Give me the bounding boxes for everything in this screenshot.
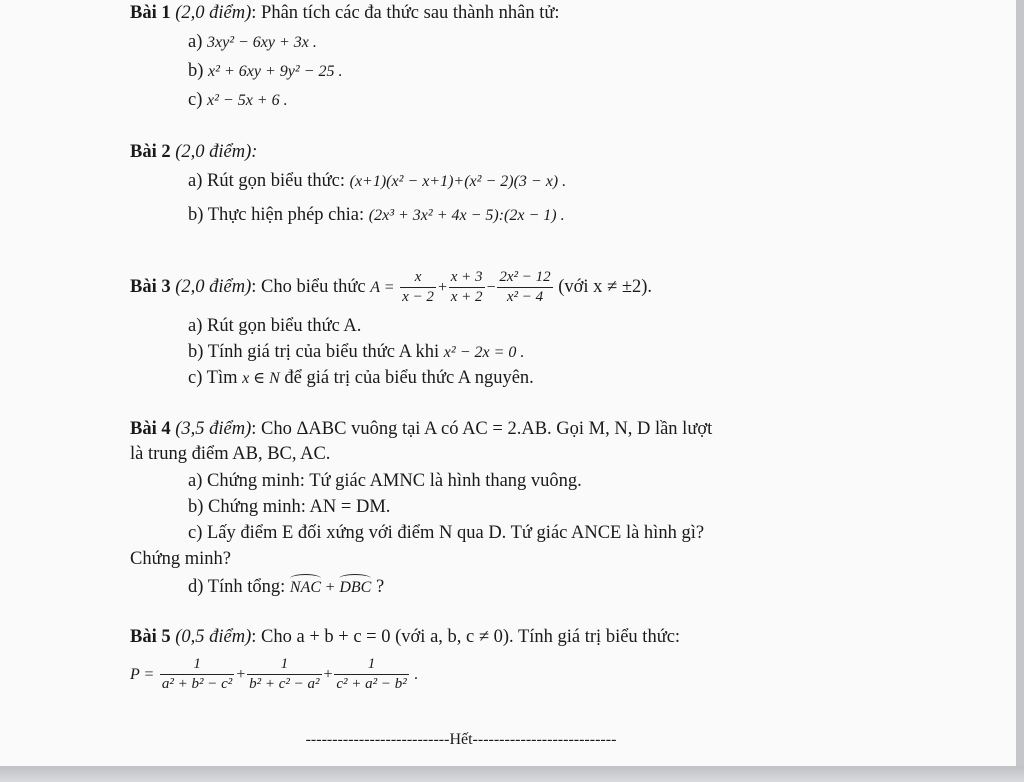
exercise-2-points: (2,0 điểm): [175, 142, 258, 162]
exercise-1-points: (2,0 điểm) [175, 3, 252, 23]
exercise-4-line2: là trung điểm AB, BC, AC. [130, 444, 331, 464]
exercise-4d-text: d) Tính tổng: [188, 577, 286, 597]
exercise-1b [188, 60, 342, 83]
angle-nac: NAC [290, 577, 321, 599]
exercise-1-title: Bài 1 [130, 3, 171, 23]
exercise-2b-text: b) Thực hiện phép chia: [188, 205, 365, 225]
exercise-2a [188, 170, 566, 193]
exercise-3a: a) Rút gọn biểu thức A. [188, 316, 362, 336]
exercise-1c-label: c) [188, 90, 203, 110]
expr-end-period: . [414, 666, 419, 683]
expr-A-lhs: A = [370, 279, 395, 296]
exercise-1a [188, 31, 317, 54]
fraction-2-num: x + 3 [449, 268, 485, 288]
fraction-2-den: x + 2 [450, 289, 483, 306]
exercise-4-title: Bài 4 [130, 419, 171, 439]
angle-dbc: DBC [339, 577, 371, 599]
fraction-1-den: x − 2 [402, 289, 434, 306]
fraction-1-num: x [400, 268, 436, 288]
p-fraction-1 [160, 655, 234, 694]
exercise-1b-label: b) [188, 61, 204, 81]
exercise-2b [188, 204, 565, 227]
exercise-3b-expr: x² − 2x = 0 . [443, 344, 525, 361]
exercise-1a-expr: 3xy² − 6xy + 3x . [207, 34, 317, 51]
question-mark: ? [375, 577, 385, 597]
plus-sign: + [322, 666, 334, 683]
exercise-2a-text: a) Rút gọn biểu thức: [188, 171, 345, 191]
exercise-1b-expr: x² + 6xy + 9y² − 25 . [208, 63, 343, 80]
exercise-1c-expr: x² − 5x + 6 . [207, 92, 288, 109]
exercise-2-title: Bài 2 [130, 142, 171, 162]
plus-sign: + [436, 279, 448, 296]
exercise-3-intro: : Cho biểu thức [251, 277, 366, 297]
expr-P-lhs: P = [130, 666, 155, 683]
p-fraction-2-den: b² + c² − a² [249, 676, 320, 693]
exercise-1-heading [130, 2, 560, 24]
exercise-5-heading [130, 626, 680, 648]
p-fraction-3 [334, 655, 408, 694]
exercise-3c [188, 367, 534, 390]
fraction-3-den: x² − 4 [506, 289, 544, 306]
plus-sign: + [325, 579, 335, 596]
viewer-bottom-edge [0, 766, 1024, 782]
exercise-2b-expr: (2x³ + 3x² + 4x − 5):(2x − 1) . [368, 207, 565, 224]
exercise-5-points: (0,5 điểm) [175, 627, 252, 647]
exercise-4a: a) Chứng minh: Tứ giác AMNC là hình thang vuông. [188, 471, 582, 491]
fraction-3 [497, 268, 552, 307]
exercise-4c-line2: Chứng minh? [130, 549, 231, 569]
exercise-2-heading [130, 141, 257, 163]
p-fraction-3-den: c² + a² − b² [336, 676, 407, 693]
exercise-4b: b) Chứng minh: AN = DM. [188, 497, 391, 517]
exercise-4-heading [130, 418, 712, 440]
exercise-5-title: Bài 5 [130, 627, 171, 647]
exercise-3b-text: b) Tính giá trị của biểu thức A khi [188, 342, 440, 362]
exercise-3b [188, 341, 524, 364]
exercise-4-intro: : Cho ΔABC vuông tại A có AC = 2.AB. Gọi M, N, D lần lượt [251, 419, 713, 439]
end-marker: ---------------------------Hết--------------------------- [305, 731, 617, 748]
p-fraction-3-num: 1 [334, 655, 408, 675]
exercise-1-intro: : Phân tích các đa thức sau thành nhân tử: [251, 3, 560, 23]
exercise-2a-expr: (x+1)(x² − x+1)+(x² − 2)(3 − x) . [349, 173, 567, 190]
fraction-2 [449, 268, 485, 307]
fraction-3-num: 2x² − 12 [497, 268, 552, 288]
exercise-5-intro: : Cho a + b + c = 0 (với a, b, c ≠ 0). Tính giá trị biểu thức: [251, 627, 681, 647]
p-fraction-2 [247, 655, 321, 694]
plus-sign: + [235, 666, 247, 683]
fraction-1 [400, 268, 436, 307]
exercise-3c-expr: x ∈ N [242, 370, 280, 387]
exercise-3c-pre: c) Tìm [188, 368, 238, 388]
exercise-4d [188, 576, 384, 599]
exercise-3-condition: (với x ≠ ±2). [558, 277, 653, 297]
exercise-1a-label: a) [188, 32, 203, 52]
exercise-3-title: Bài 3 [130, 277, 171, 297]
exercise-1c [188, 89, 288, 112]
viewer-right-edge [1016, 0, 1024, 766]
exercise-3c-post: để giá trị của biểu thức A nguyên. [284, 368, 534, 388]
minus-sign: − [485, 279, 497, 296]
exercise-4-points: (3,5 điểm) [175, 419, 252, 439]
exercise-3-heading [130, 264, 652, 311]
exercise-3-points: (2,0 điểm) [175, 277, 252, 297]
exercise-4c: c) Lấy điểm E đối xứng với điểm N qua D. Tứ giác ANCE là hình gì? [188, 523, 705, 543]
exercise-5-expression [130, 652, 418, 697]
p-fraction-1-num: 1 [160, 655, 234, 675]
p-fraction-1-den: a² + b² − c² [161, 676, 233, 693]
p-fraction-2-num: 1 [247, 655, 321, 675]
